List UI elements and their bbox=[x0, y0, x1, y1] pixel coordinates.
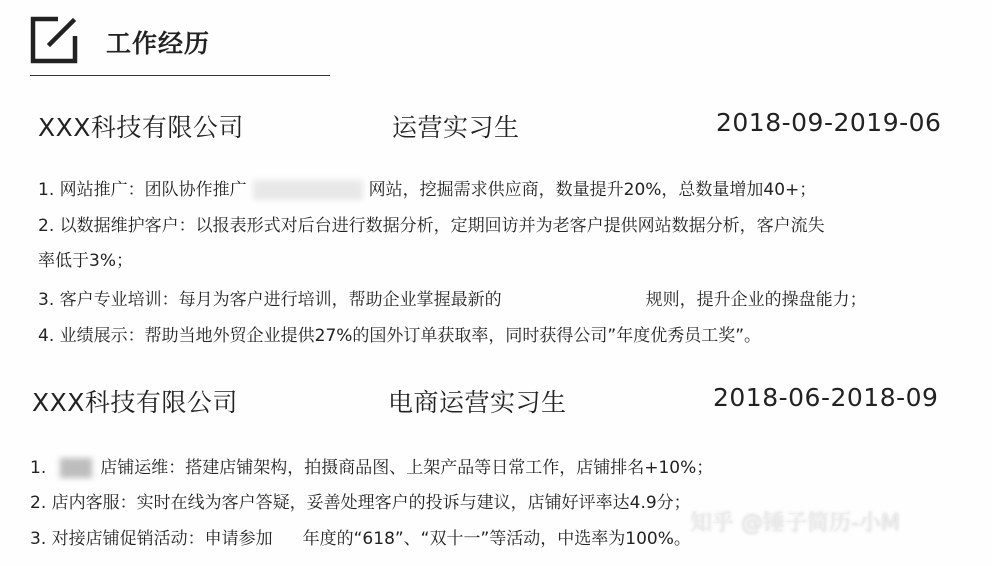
job-2-position: 电商运营实习生 bbox=[388, 388, 567, 417]
job-2-detail-2: 2. 店内客服：实时在线为客户答疑，妥善处理客户的投诉与建议，店铺好评率达4.9分； bbox=[30, 493, 691, 513]
job-1-detail-1: 1. 网站推广：团队协作推广 网站，挖掘需求供应商，数量提升20%，总数量增加40+； bbox=[38, 180, 817, 200]
job-1-detail-4: 4. 业绩展示：帮助当地外贸企业提供27%的国外订单获取率，同时获得公司”年度优秀员工奖”。 bbox=[38, 326, 762, 346]
job-2-detail-3: 3. 对接店铺促销活动：申请参加 年度的“618”、“双十一”等活动，中选率为100%。 bbox=[30, 529, 691, 549]
job-2-period: 2018-06-2018-09 bbox=[713, 383, 939, 412]
watermark: 知乎 @锤子简历-小M bbox=[690, 511, 900, 536]
header-divider bbox=[30, 75, 330, 76]
job-1-detail-2-cont: 率低于3%； bbox=[38, 251, 133, 271]
edit-icon bbox=[28, 14, 80, 66]
job-2-company: XXX科技有限公司 bbox=[32, 388, 238, 417]
redacted-area bbox=[253, 180, 363, 200]
job-2-detail-1: 1. 店铺运维：搭建店铺架构，拍摄商品图、上架产品等日常工作，店铺排名+10%； bbox=[30, 458, 714, 478]
job-1-company: XXX科技有限公司 bbox=[38, 113, 244, 142]
redacted-area bbox=[60, 458, 92, 478]
job-1-position: 运营实习生 bbox=[392, 113, 520, 142]
job-1-detail-2: 2. 以数据维护客户：以报表形式对后台进行数据分析，定期回访并为老客户提供网站数据分析，客户流失 bbox=[38, 216, 825, 236]
job-1-period: 2018-09-2019-06 bbox=[716, 108, 942, 137]
section-title: 工作经历 bbox=[106, 29, 211, 58]
job-1-detail-3: 3. 客户专业培训：每月为客户进行培训，帮助企业掌握最新的 规则，提升企业的操盘能力； bbox=[38, 290, 867, 310]
